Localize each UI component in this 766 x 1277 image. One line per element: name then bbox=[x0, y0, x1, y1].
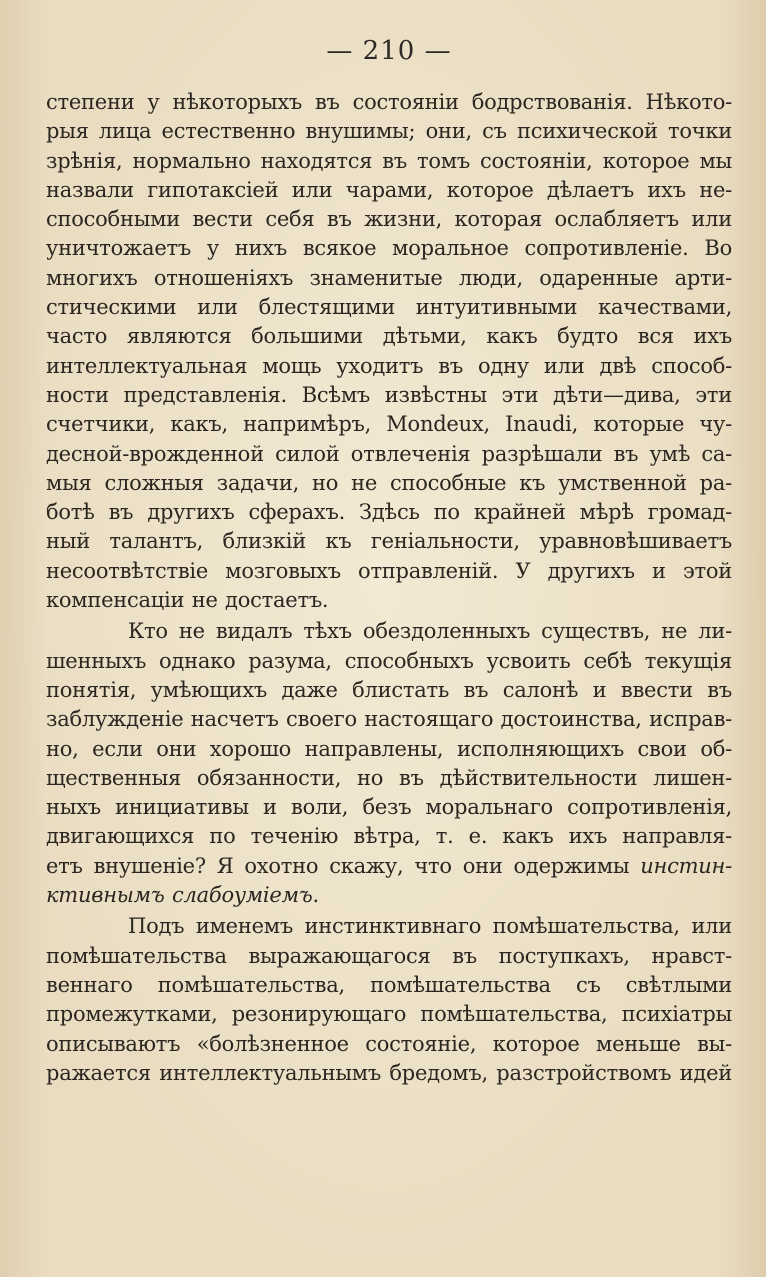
text-line: ботѣ въ другихъ сферахъ. Здѣсь по крайней мѣрѣ громад- bbox=[46, 500, 732, 525]
text-line-italic bbox=[46, 881, 732, 910]
text-line: компенсаціи не достаетъ. bbox=[46, 588, 329, 613]
text-line: веннаго помѣшательства, помѣшательства съ свѣтлыми bbox=[46, 972, 732, 997]
text-line: щественныя обязанности, но въ дѣйствительности лишен- bbox=[46, 765, 732, 790]
text-line: интеллектуальная мощь уходитъ въ одну или двѣ способ- bbox=[46, 353, 732, 378]
text-segment: етъ внушеніе? Я охотно скажу, что они одержимы bbox=[46, 853, 630, 878]
text-line: но, если они хорошо направлены, исполняющихъ свои об- bbox=[46, 736, 732, 761]
text-line: понятія, умѣющихъ даже блистать въ салонѣ и ввести въ bbox=[46, 677, 732, 702]
text-line-with-italic bbox=[46, 852, 732, 881]
italic-term-end: ктивнымъ слабоуміемъ bbox=[46, 883, 313, 908]
text-line: десной-врожденной силой отвлеченія разрѣшали въ умѣ са- bbox=[46, 441, 732, 466]
text-line: часто являются большими дѣтьми, какъ будто вся ихъ bbox=[46, 324, 732, 349]
text-line: промежутками, резонирующаго помѣшательства, психіатры bbox=[46, 1002, 732, 1027]
text-line: зрѣнія, нормально находятся въ томъ состояніи, которое мы bbox=[46, 148, 732, 173]
text-line: рыя лица естественно внушимы; они, съ психической точки bbox=[46, 119, 732, 144]
text-line: счетчики, какъ, напримѣръ, Mondeux, Inaudi, которые чу- bbox=[46, 412, 732, 437]
paragraph-3 bbox=[46, 912, 732, 1088]
italic-term-start: инстин- bbox=[640, 853, 732, 878]
text-line: Кто не видалъ тѣхъ обездоленныхъ существъ, не ли- bbox=[128, 619, 732, 644]
text-line: заблужденіе насчетъ своего настоящаго достоинства, исправ- bbox=[46, 707, 732, 732]
text-line: ности представленія. Всѣмъ извѣстны эти дѣти—дива, эти bbox=[46, 382, 732, 407]
text-line: несоотвѣтствіе мозговыхъ отправленій. У другихъ и этой bbox=[46, 558, 732, 583]
paragraph-2 bbox=[46, 617, 732, 910]
text-line: уничтожаетъ у нихъ всякое моральное сопротивленіе. Во bbox=[46, 236, 732, 261]
text-line: двигающихся по теченію вѣтра, т. е. какъ ихъ направля- bbox=[46, 824, 732, 849]
paragraph-1 bbox=[46, 88, 732, 615]
text-line: способными вести себя въ жизни, которая ослабляетъ или bbox=[46, 207, 732, 232]
text-line: помѣшательства выражающагося въ поступкахъ, нравст- bbox=[46, 943, 732, 968]
sentence-end: . bbox=[312, 883, 319, 908]
text-line: ныхъ инициативы и воли, безъ моральнаго сопротивленія, bbox=[46, 795, 732, 820]
text-line: назвали гипотаксіей или чарами, которое дѣлаетъ ихъ не- bbox=[46, 177, 732, 202]
text-line: ный талантъ, близкій къ геніальности, уравновѣшиваетъ bbox=[46, 529, 732, 554]
text-line: стическими или блестящими интуитивными качествами, bbox=[46, 295, 732, 320]
text-line: многихъ отношеніяхъ знаменитые люди, одаренные арти- bbox=[46, 265, 732, 290]
text-line: ражается интеллектуальнымъ бредомъ, разстройствомъ идей bbox=[46, 1060, 732, 1085]
page-number: — 210 — bbox=[326, 36, 452, 66]
text-line: степени у нѣкоторыхъ въ состояніи бодрствованія. Нѣкото- bbox=[46, 90, 732, 114]
text-line: шенныхъ однако разума, способныхъ усвоить себѣ текущія bbox=[46, 648, 732, 673]
text-line: Подъ именемъ инстинктивнаго помѣшательства, или bbox=[128, 914, 732, 939]
text-line: описываютъ «болѣзненное состояніе, которое меньше вы- bbox=[46, 1031, 732, 1056]
text-line: мыя сложныя задачи, но не способные къ умственной ра- bbox=[46, 470, 732, 495]
